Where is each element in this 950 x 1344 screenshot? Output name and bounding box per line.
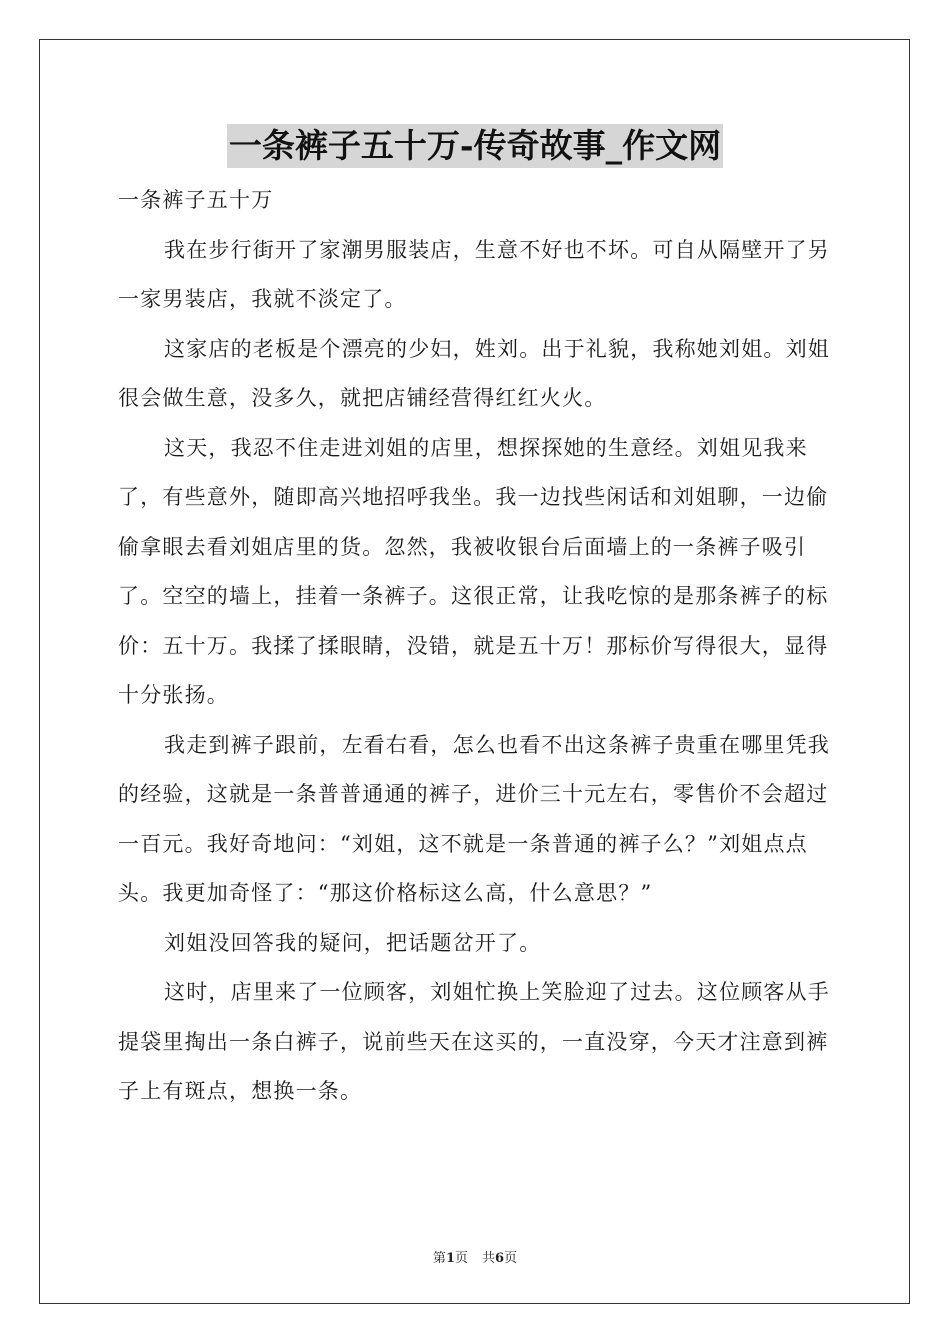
title-container (0, 124, 950, 168)
page-current: 1 (445, 1251, 455, 1266)
paragraph: 刘姐没回答我的疑问，把话题岔开了。 (164, 930, 542, 955)
page-footer (0, 1247, 950, 1266)
paragraph: 这时，店里来了一位顾客，刘姐忙换上笑脸迎了过去。这位顾客从手提袋里掏出一条白裤子，说前些天在这买的，一直没穿，今天才注意到裤子上有斑点，想换一条。 (118, 980, 830, 1103)
page-suffix: 页 (454, 1251, 468, 1266)
total-prefix: 共 (482, 1251, 496, 1266)
total-suffix: 页 (504, 1251, 518, 1266)
document-body (118, 176, 834, 1117)
paragraph: 这家店的老板是个漂亮的少妇，姓刘。出于礼貌，我称她刘姐。刘姐很会做生意，没多久，就把店铺经营得红红火火。 (118, 336, 830, 410)
paragraph: 一条裤子五十万 (118, 188, 274, 212)
page-total: 6 (495, 1251, 505, 1266)
document-title: 一条裤子五十万-传奇故事_作文网 (227, 124, 723, 168)
paragraph: 这天，我忍不住走进刘姐的店里，想探探她的生意经。刘姐见我来了，有些意外，随即高兴地招呼我坐。我一边找些闲话和刘姐聊，一边偷偷拿眼去看刘姐店里的货。忽然，我被收银台后面墙上的一条裤子吸引了。空空的墙上，挂着一条裤子。这很正常，让我吃惊的是那条裤子的标价：五十万。我揉了揉眼睛，没错，就是五十万！那标价写得很大，显得十分张扬。 (118, 435, 829, 707)
paragraph: 我走到裤子跟前，左看右看，怎么也看不出这条裤子贵重在哪里凭我的经验，这就是一条普普通通的裤子，进价三十元左右，零售价不会超过一百元。我好奇地问：“刘姐，这不就是一条普通的裤子么？”刘姐点点头。我更加奇怪了：“那这价格标这么高，什么意思？” (118, 732, 830, 905)
paragraph: 我在步行街开了家潮男服装店，生意不好也不坏。可自从隔壁开了另一家男装店，我就不淡定了。 (118, 237, 830, 311)
page-prefix: 第 (432, 1251, 446, 1266)
